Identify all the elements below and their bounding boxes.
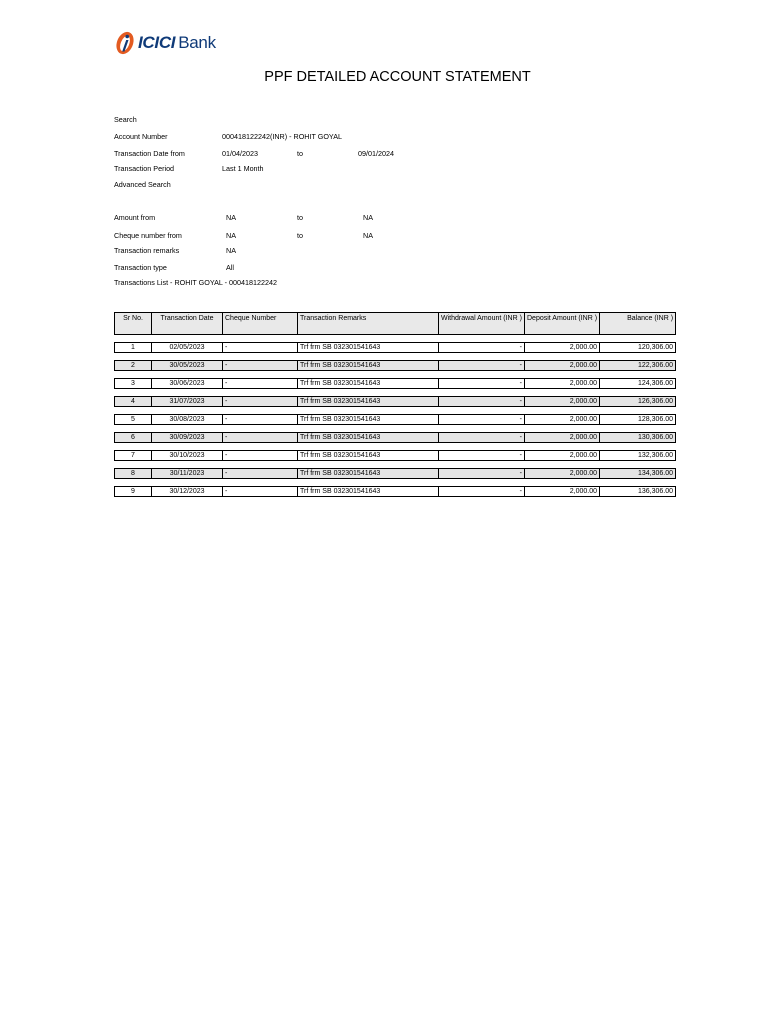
amount-to-label: to bbox=[297, 213, 303, 222]
cell-transaction-remarks: Trf frm SB 032301541643 bbox=[298, 451, 439, 461]
cell-balance: 120,306.00 bbox=[600, 343, 676, 353]
search-heading: Search bbox=[114, 115, 137, 124]
cell-transaction-remarks: Trf frm SB 032301541643 bbox=[298, 469, 439, 479]
cell-cheque-number: - bbox=[223, 451, 298, 461]
header-withdrawal-amount: Withdrawal Amount (INR ) bbox=[439, 313, 525, 335]
cell-transaction-date: 30/12/2023 bbox=[152, 487, 223, 497]
cell-withdrawal-amount: - bbox=[439, 397, 525, 407]
row-spacer bbox=[115, 371, 676, 379]
cell-transaction-date: 30/10/2023 bbox=[152, 451, 223, 461]
cell-transaction-date: 30/06/2023 bbox=[152, 379, 223, 389]
cell-withdrawal-amount: - bbox=[439, 343, 525, 353]
row-spacer-cell bbox=[115, 479, 676, 487]
amount-from-value: NA bbox=[226, 213, 236, 222]
account-number-label: Account Number bbox=[114, 132, 168, 141]
table-row bbox=[115, 379, 676, 389]
table-row bbox=[115, 433, 676, 443]
cell-sr-no: 1 bbox=[115, 343, 152, 353]
date-from-value: 01/04/2023 bbox=[222, 149, 258, 158]
amount-to-value: NA bbox=[363, 213, 373, 222]
date-to-value: 09/01/2024 bbox=[358, 149, 394, 158]
cell-sr-no: 3 bbox=[115, 379, 152, 389]
cell-deposit-amount: 2,000.00 bbox=[525, 379, 600, 389]
cell-cheque-number: - bbox=[223, 415, 298, 425]
cell-withdrawal-amount: - bbox=[439, 361, 525, 371]
page-title: PPF DETAILED ACCOUNT STATEMENT bbox=[264, 69, 531, 85]
cell-deposit-amount: 2,000.00 bbox=[525, 415, 600, 425]
cell-sr-no: 8 bbox=[115, 469, 152, 479]
row-spacer-cell bbox=[115, 389, 676, 397]
table-row bbox=[115, 469, 676, 479]
cell-deposit-amount: 2,000.00 bbox=[525, 397, 600, 407]
cell-deposit-amount: 2,000.00 bbox=[525, 433, 600, 443]
cell-withdrawal-amount: - bbox=[439, 415, 525, 425]
cell-transaction-date: 02/05/2023 bbox=[152, 343, 223, 353]
cell-sr-no: 6 bbox=[115, 433, 152, 443]
cell-transaction-remarks: Trf frm SB 032301541643 bbox=[298, 343, 439, 353]
row-spacer-cell bbox=[115, 461, 676, 469]
cell-withdrawal-amount: - bbox=[439, 379, 525, 389]
row-spacer-cell bbox=[115, 371, 676, 379]
table-row bbox=[115, 487, 676, 497]
cell-deposit-amount: 2,000.00 bbox=[525, 487, 600, 497]
cheque-from-value: NA bbox=[226, 231, 236, 240]
cell-balance: 124,306.00 bbox=[600, 379, 676, 389]
cell-deposit-amount: 2,000.00 bbox=[525, 361, 600, 371]
date-from-label: Transaction Date from bbox=[114, 149, 185, 158]
header-balance: Balance (INR ) bbox=[600, 313, 676, 335]
cell-balance: 134,306.00 bbox=[600, 469, 676, 479]
row-spacer-cell bbox=[115, 335, 676, 343]
cell-transaction-remarks: Trf frm SB 032301541643 bbox=[298, 415, 439, 425]
account-number-value: 000418122242(INR) - ROHIT GOYAL bbox=[222, 132, 342, 141]
date-to-label: to bbox=[297, 149, 303, 158]
header-transaction-date: Transaction Date bbox=[152, 313, 223, 335]
row-spacer bbox=[115, 389, 676, 397]
period-label: Transaction Period bbox=[114, 164, 175, 173]
cell-sr-no: 7 bbox=[115, 451, 152, 461]
row-spacer bbox=[115, 335, 676, 343]
cell-deposit-amount: 2,000.00 bbox=[525, 451, 600, 461]
table-row bbox=[115, 343, 676, 353]
cell-transaction-remarks: Trf frm SB 032301541643 bbox=[298, 379, 439, 389]
bank-name: ICICI Bank bbox=[138, 33, 216, 52]
cell-balance: 136,306.00 bbox=[600, 487, 676, 497]
table-header-row bbox=[115, 313, 676, 335]
cell-transaction-date: 30/09/2023 bbox=[152, 433, 223, 443]
row-spacer-cell bbox=[115, 443, 676, 451]
cell-balance: 130,306.00 bbox=[600, 433, 676, 443]
cell-balance: 132,306.00 bbox=[600, 451, 676, 461]
cell-cheque-number: - bbox=[223, 343, 298, 353]
icici-logo-icon bbox=[114, 30, 136, 56]
table-row bbox=[115, 361, 676, 371]
cell-transaction-remarks: Trf frm SB 032301541643 bbox=[298, 487, 439, 497]
cell-cheque-number: - bbox=[223, 433, 298, 443]
remarks-label: Transaction remarks bbox=[114, 246, 180, 255]
header-cheque-number: Cheque Number bbox=[223, 313, 298, 335]
table-row bbox=[115, 451, 676, 461]
cell-cheque-number: - bbox=[223, 361, 298, 371]
cell-withdrawal-amount: - bbox=[439, 433, 525, 443]
cheque-to-value: NA bbox=[363, 231, 373, 240]
cell-balance: 122,306.00 bbox=[600, 361, 676, 371]
cell-transaction-remarks: Trf frm SB 032301541643 bbox=[298, 361, 439, 371]
type-value: All bbox=[226, 263, 234, 272]
row-spacer bbox=[115, 461, 676, 469]
row-spacer-cell bbox=[115, 353, 676, 361]
cell-transaction-remarks: Trf frm SB 032301541643 bbox=[298, 397, 439, 407]
cell-sr-no: 9 bbox=[115, 487, 152, 497]
transactions-table bbox=[114, 312, 676, 497]
header-deposit-amount: Deposit Amount (INR ) bbox=[525, 313, 600, 335]
cell-withdrawal-amount: - bbox=[439, 451, 525, 461]
row-spacer-cell bbox=[115, 407, 676, 415]
cell-transaction-date: 30/08/2023 bbox=[152, 415, 223, 425]
cell-balance: 126,306.00 bbox=[600, 397, 676, 407]
cell-transaction-date: 30/11/2023 bbox=[152, 469, 223, 479]
row-spacer bbox=[115, 443, 676, 451]
cell-balance: 128,306.00 bbox=[600, 415, 676, 425]
cell-sr-no: 5 bbox=[115, 415, 152, 425]
cell-withdrawal-amount: - bbox=[439, 469, 525, 479]
cell-transaction-remarks: Trf frm SB 032301541643 bbox=[298, 433, 439, 443]
bank-logo bbox=[114, 30, 216, 56]
cell-cheque-number: - bbox=[223, 397, 298, 407]
cell-withdrawal-amount: - bbox=[439, 487, 525, 497]
cell-cheque-number: - bbox=[223, 379, 298, 389]
cell-cheque-number: - bbox=[223, 469, 298, 479]
cheque-from-label: Cheque number from bbox=[114, 231, 182, 240]
transactions-list-heading: Transactions List - ROHIT GOYAL - 000418122242 bbox=[114, 278, 277, 287]
header-transaction-remarks: Transaction Remarks bbox=[298, 313, 439, 335]
row-spacer bbox=[115, 407, 676, 415]
cell-transaction-date: 31/07/2023 bbox=[152, 397, 223, 407]
remarks-value: NA bbox=[226, 246, 236, 255]
cell-cheque-number: - bbox=[223, 487, 298, 497]
row-spacer bbox=[115, 479, 676, 487]
cheque-to-label: to bbox=[297, 231, 303, 240]
header-sr-no: Sr No. bbox=[115, 313, 152, 335]
cell-transaction-date: 30/05/2023 bbox=[152, 361, 223, 371]
row-spacer bbox=[115, 353, 676, 361]
row-spacer-cell bbox=[115, 425, 676, 433]
cell-deposit-amount: 2,000.00 bbox=[525, 469, 600, 479]
period-value: Last 1 Month bbox=[222, 164, 264, 173]
table-row bbox=[115, 397, 676, 407]
cell-deposit-amount: 2,000.00 bbox=[525, 343, 600, 353]
amount-from-label: Amount from bbox=[114, 213, 156, 222]
advanced-search-heading: Advanced Search bbox=[114, 180, 171, 189]
row-spacer bbox=[115, 425, 676, 433]
table-row bbox=[115, 415, 676, 425]
cell-sr-no: 4 bbox=[115, 397, 152, 407]
type-label: Transaction type bbox=[114, 263, 167, 272]
cell-sr-no: 2 bbox=[115, 361, 152, 371]
